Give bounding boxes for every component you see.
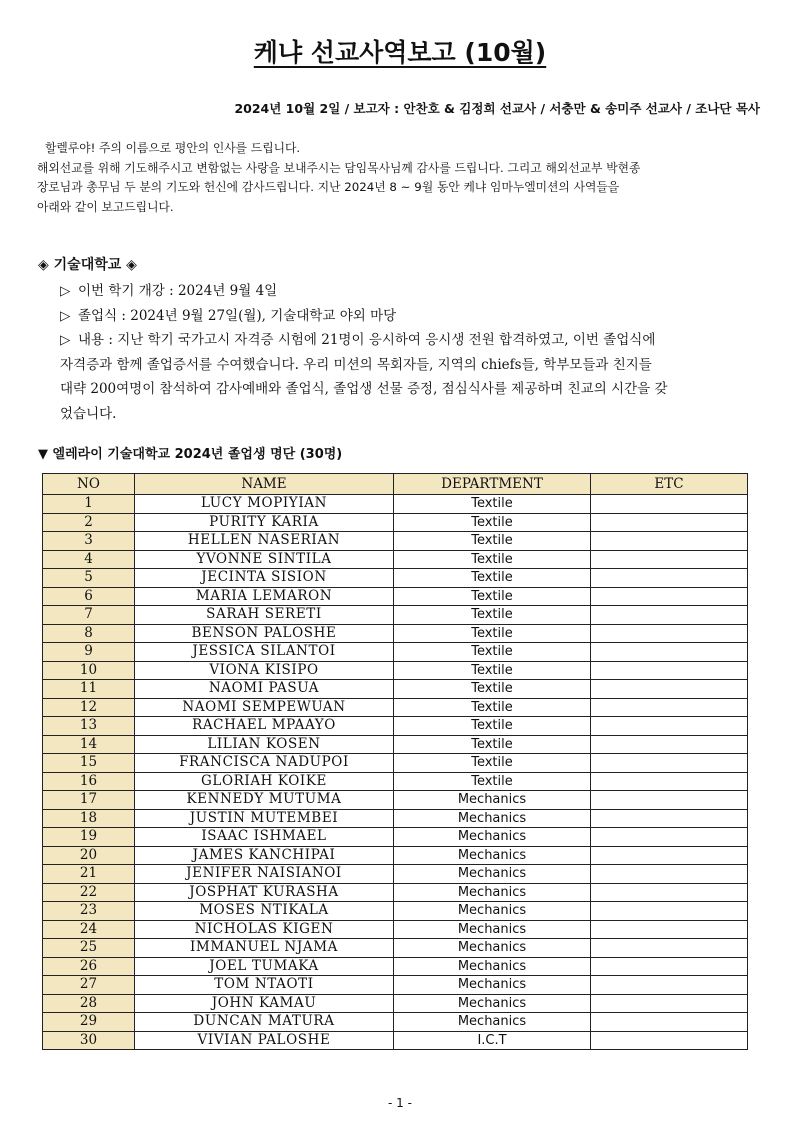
bullet-continuation: 대략 200여명이 참석하여 감사예배와 졸업식, 졸업생 선물 증정, 점심식사를 제공하며 친교의 시간을 갖 [60,381,668,397]
cell-no: 22 [43,883,135,902]
cell-no: 2 [43,513,135,532]
bullet-text: 내용 : 지난 학기 국가고시 자격증 시험에 21명이 응시하여 응시생 전원 합격하였고, 이번 졸업식에 [78,332,656,348]
cell-no: 30 [43,1031,135,1050]
cell-name: PURITY KARIA [135,513,394,532]
cell-department: Mechanics [394,976,591,995]
column-header-name: NAME [135,474,394,495]
table-row [43,939,748,958]
cell-department: Textile [394,532,591,551]
table-row [43,587,748,606]
cell-department: Mechanics [394,902,591,921]
table-row [43,550,748,569]
cell-department: Textile [394,643,591,662]
document-title: 케냐 선교사역보고 (10월) [253,38,547,67]
cell-department: Mechanics [394,1013,591,1032]
cell-name: MARIA LEMARON [135,587,394,606]
cell-department: Textile [394,513,591,532]
cell-name: VIVIAN PALOSHE [135,1031,394,1050]
cell-name: MOSES NTIKALA [135,902,394,921]
cell-etc [591,920,748,939]
graduate-table [42,473,748,1050]
cell-department: Textile [394,569,591,588]
table-body [43,495,748,1050]
cell-no: 5 [43,569,135,588]
cell-etc [591,1013,748,1032]
table-row [43,902,748,921]
intro-line: 장로님과 총무님 두 분의 기도와 헌신에 감사드립니다. 지난 2024년 8 ~ 9월 동안 케냐 임마누엘미션의 사역들을 [37,180,620,194]
cell-department: Mechanics [394,791,591,810]
cell-etc [591,495,748,514]
intro-line: 아래와 같이 보고드립니다. [37,199,174,214]
cell-name: JOEL TUMAKA [135,957,394,976]
table-row [43,680,748,699]
cell-department: Mechanics [394,846,591,865]
cell-etc [591,550,748,569]
cell-name: NICHOLAS KIGEN [135,920,394,939]
cell-no: 26 [43,957,135,976]
cell-etc [591,606,748,625]
intro-paragraph [37,139,767,217]
cell-etc [591,883,748,902]
cell-etc [591,846,748,865]
cell-no: 12 [43,698,135,717]
cell-department: Textile [394,772,591,791]
cell-no: 20 [43,846,135,865]
cell-department: I.C.T [394,1031,591,1050]
table-row [43,865,748,884]
table-row [43,643,748,662]
cell-no: 6 [43,587,135,606]
cell-department: Textile [394,495,591,514]
table-row [43,569,748,588]
bullet-text: 이번 학기 개강 : 2024년 9월 4일 [78,283,278,299]
triangle-bullet-icon: ▷ [60,332,71,348]
cell-name: RACHAEL MPAAYO [135,717,394,736]
cell-no: 24 [43,920,135,939]
bullet-item [60,304,765,329]
cell-department: Textile [394,680,591,699]
cell-etc [591,698,748,717]
cell-etc [591,661,748,680]
table-row [43,606,748,625]
cell-etc [591,865,748,884]
cell-department: Textile [394,550,591,569]
table-row [43,698,748,717]
cell-etc [591,828,748,847]
cell-name: JESSICA SILANTOI [135,643,394,662]
cell-department: Textile [394,698,591,717]
cell-etc [591,680,748,699]
cell-no: 15 [43,754,135,773]
cell-etc [591,513,748,532]
cell-name: NAOMI SEMPEWUAN [135,698,394,717]
cell-department: Mechanics [394,828,591,847]
cell-no: 7 [43,606,135,625]
cell-no: 27 [43,976,135,995]
cell-department: Mechanics [394,865,591,884]
cell-no: 28 [43,994,135,1013]
cell-name: KENNEDY MUTUMA [135,791,394,810]
cell-name: JAMES KANCHIPAI [135,846,394,865]
cell-name: JOSPHAT KURASHA [135,883,394,902]
cell-name: TOM NTAOTI [135,976,394,995]
cell-no: 19 [43,828,135,847]
cell-name: NAOMI PASUA [135,680,394,699]
cell-department: Mechanics [394,920,591,939]
table-row [43,735,748,754]
cell-no: 1 [43,495,135,514]
cell-department: Textile [394,735,591,754]
cell-department: Textile [394,606,591,625]
cell-no: 29 [43,1013,135,1032]
cell-department: Textile [394,754,591,773]
column-header-etc: ETC [591,474,748,495]
cell-department: Textile [394,717,591,736]
cell-etc [591,902,748,921]
bullet-continuation: 자격증과 함께 졸업증서를 수여했습니다. 우리 미션의 목회자들, 지역의 chiefs들, 학부모들과 친지들 [60,356,652,373]
table-row [43,1013,748,1032]
triangle-bullet-icon: ▷ [60,307,71,324]
table-row [43,495,748,514]
table-row [43,883,748,902]
cell-name: LUCY MOPIYIAN [135,495,394,514]
cell-department: Textile [394,661,591,680]
cell-department: Mechanics [394,994,591,1013]
table-row [43,846,748,865]
cell-etc [591,791,748,810]
cell-etc [591,754,748,773]
cell-name: YVONNE SINTILA [135,550,394,569]
section-title: ◈ 기술대학교 ◈ [38,257,137,273]
table-row [43,754,748,773]
cell-etc [591,976,748,995]
cell-name: IMMANUEL NJAMA [135,939,394,958]
cell-no: 8 [43,624,135,643]
bullet-text: 졸업식 : 2024년 9월 27일(월), 기술대학교 야외 마당 [78,307,397,324]
cell-name: GLORIAH KOIKE [135,772,394,791]
cell-no: 14 [43,735,135,754]
cell-etc [591,717,748,736]
triangle-bullet-icon: ▷ [60,283,71,299]
cell-department: Mechanics [394,809,591,828]
cell-no: 17 [43,791,135,810]
cell-department: Textile [394,624,591,643]
cell-etc [591,939,748,958]
cell-no: 13 [43,717,135,736]
cell-no: 18 [43,809,135,828]
cell-etc [591,957,748,976]
cell-department: Mechanics [394,939,591,958]
report-meta-line: 2024년 10월 2일 / 보고자 : 안찬호 & 김정희 선교사 / 서충만 & 송미주 선교사 / 조나단 목사 [234,101,760,116]
cell-etc [591,735,748,754]
cell-no: 4 [43,550,135,569]
cell-no: 16 [43,772,135,791]
column-header-department: DEPARTMENT [394,474,591,495]
bullet-list [60,279,765,426]
cell-etc [591,624,748,643]
cell-name: JUSTIN MUTEMBEI [135,809,394,828]
cell-department: Mechanics [394,957,591,976]
table-row [43,772,748,791]
table-row [43,828,748,847]
cell-no: 21 [43,865,135,884]
cell-etc [591,772,748,791]
table-row [43,532,748,551]
cell-name: SARAH SERETI [135,606,394,625]
table-row [43,661,748,680]
table-row [43,809,748,828]
intro-line: 해외선교를 위해 기도해주시고 변함없는 사랑을 보내주시는 담임목사님께 감사를 드립니다. 그리고 해외선교부 박현종 [37,160,641,175]
cell-department: Textile [394,587,591,606]
cell-no: 10 [43,661,135,680]
cell-etc [591,587,748,606]
cell-name: DUNCAN MATURA [135,1013,394,1032]
cell-etc [591,569,748,588]
table-row [43,994,748,1013]
cell-etc [591,1031,748,1050]
cell-no: 11 [43,680,135,699]
column-header-no: NO [43,474,135,495]
cell-etc [591,643,748,662]
table-row [43,920,748,939]
cell-name: BENSON PALOSHE [135,624,394,643]
cell-name: ISAAC ISHMAEL [135,828,394,847]
cell-name: FRANCISCA NADUPOI [135,754,394,773]
table-row [43,717,748,736]
cell-etc [591,809,748,828]
graduate-list-title: ▼ 엘레라이 기술대학교 2024년 졸업생 명단 (30명) [38,447,343,462]
table-row [43,624,748,643]
table-row [43,976,748,995]
table-row [43,1031,748,1050]
cell-etc [591,994,748,1013]
cell-no: 23 [43,902,135,921]
cell-name: JECINTA SISION [135,569,394,588]
table-header-row [43,474,748,495]
cell-etc [591,532,748,551]
bullet-item [60,279,765,304]
cell-department: Mechanics [394,883,591,902]
cell-name: HELLEN NASERIAN [135,532,394,551]
cell-no: 25 [43,939,135,958]
cell-no: 9 [43,643,135,662]
intro-line: 할렐루야! 주의 이름으로 평안의 인사를 드립니다. [45,141,301,155]
bullet-item [60,328,765,353]
table-row [43,513,748,532]
cell-name: JENIFER NAISIANOI [135,865,394,884]
cell-no: 3 [43,532,135,551]
cell-name: VIONA KISIPO [135,661,394,680]
table-row [43,791,748,810]
page-number: - 1 - [388,1096,412,1110]
cell-name: JOHN KAMAU [135,994,394,1013]
table-row [43,957,748,976]
cell-name: LILIAN KOSEN [135,735,394,754]
bullet-continuation: 었습니다. [60,405,117,422]
